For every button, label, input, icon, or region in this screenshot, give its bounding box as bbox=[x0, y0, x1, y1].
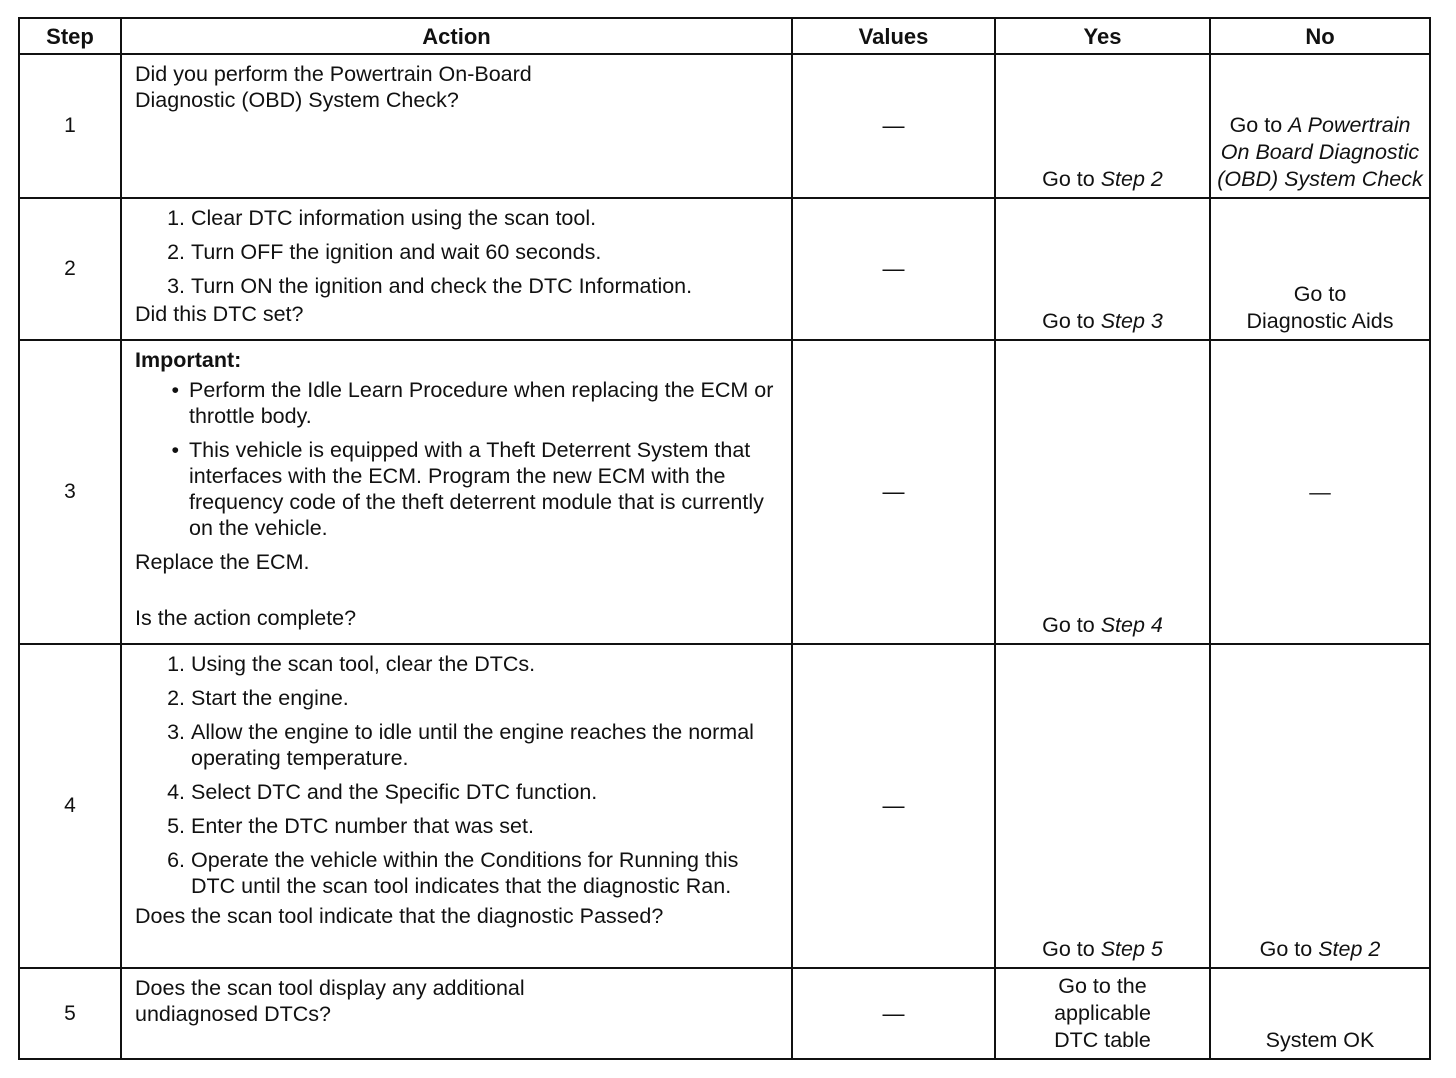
yes-prefix: Go to bbox=[1042, 309, 1101, 333]
no-line-2: Diagnostic Aids bbox=[1246, 309, 1394, 333]
action-question: Did this DTC set? bbox=[135, 302, 304, 326]
header-values: Values bbox=[792, 18, 995, 54]
yes-cell bbox=[995, 54, 1210, 198]
yes-prefix: Go to bbox=[1042, 167, 1101, 191]
no-cell bbox=[1210, 644, 1430, 968]
yes-step-link: Step 4 bbox=[1100, 613, 1163, 637]
step-number: 1 bbox=[19, 54, 121, 198]
action-cell bbox=[121, 54, 792, 198]
yes-text: Go to the applicable DTC table bbox=[1054, 974, 1151, 1052]
yes-cell bbox=[995, 968, 1210, 1059]
list-item: 1. Using the scan tool, clear the DTCs. bbox=[167, 652, 536, 676]
list-item: 3. Turn ON the ignition and check the DTC Information. bbox=[167, 274, 693, 298]
header-action: Action bbox=[121, 18, 792, 54]
value-cell: — bbox=[792, 54, 995, 198]
action-question: Does the scan tool indicate that the diagnostic Passed? bbox=[135, 904, 664, 928]
action-cell bbox=[121, 198, 792, 340]
table-row-step-3 bbox=[19, 340, 1430, 644]
value-cell: — bbox=[792, 340, 995, 644]
no-step-link: A Powertrain On Board Diagnostic (OBD) System Check bbox=[1217, 113, 1423, 191]
action-steps bbox=[135, 205, 781, 299]
header-step: Step bbox=[19, 18, 121, 54]
table-row-step-5 bbox=[19, 968, 1430, 1059]
list-item: • This vehicle is equipped with a Theft Deterrent System that interfaces with the ECM. Program the new ECM with the frequency code of the theft deterrent module that is currently on the vehicle. bbox=[171, 438, 764, 540]
list-item: 3. Allow the engine to idle until the engine reaches the normal operating temperature. bbox=[167, 720, 754, 770]
diagnostic-table bbox=[18, 17, 1431, 1060]
no-prefix: Go to bbox=[1229, 113, 1289, 137]
no-cell: — bbox=[1210, 340, 1430, 644]
value-cell: — bbox=[792, 644, 995, 968]
yes-prefix: Go to bbox=[1042, 937, 1101, 961]
step-number: 4 bbox=[19, 644, 121, 968]
important-label: Important: bbox=[135, 348, 242, 372]
list-item: 4. Select DTC and the Specific DTC function. bbox=[167, 780, 598, 804]
yes-cell bbox=[995, 644, 1210, 968]
yes-cell bbox=[995, 340, 1210, 644]
value-cell: — bbox=[792, 968, 995, 1059]
step-number: 3 bbox=[19, 340, 121, 644]
action-steps bbox=[135, 651, 781, 899]
action-cell bbox=[121, 644, 792, 968]
yes-step-link: Step 3 bbox=[1100, 309, 1163, 333]
no-step-link: Step 2 bbox=[1318, 937, 1381, 961]
list-item: 1. Clear DTC information using the scan tool. bbox=[167, 206, 597, 230]
action-question: Did you perform the Powertrain On-Board Diagnostic (OBD) System Check? bbox=[135, 62, 532, 112]
action-instruction: Replace the ECM. bbox=[135, 550, 310, 574]
no-cell bbox=[1210, 198, 1430, 340]
header-yes: Yes bbox=[995, 18, 1210, 54]
yes-step-link: Step 2 bbox=[1100, 167, 1163, 191]
action-question: Does the scan tool display any additional undiagnosed DTCs? bbox=[135, 976, 525, 1026]
step-number: 5 bbox=[19, 968, 121, 1059]
list-item: • Perform the Idle Learn Procedure when replacing the ECM or throttle body. bbox=[171, 378, 774, 428]
table-row-step-1 bbox=[19, 54, 1430, 198]
no-line-1: Go to bbox=[1293, 282, 1347, 306]
table-row-step-2 bbox=[19, 198, 1430, 340]
action-cell bbox=[121, 340, 792, 644]
yes-step-link: Step 5 bbox=[1100, 937, 1163, 961]
value-cell: — bbox=[792, 198, 995, 340]
action-cell bbox=[121, 968, 792, 1059]
no-cell bbox=[1210, 54, 1430, 198]
list-item: 5. Enter the DTC number that was set. bbox=[167, 814, 534, 838]
header-row bbox=[19, 18, 1430, 54]
list-item: 2. Turn OFF the ignition and wait 60 seconds. bbox=[167, 240, 602, 264]
yes-prefix: Go to bbox=[1042, 613, 1101, 637]
header-no: No bbox=[1210, 18, 1430, 54]
yes-cell bbox=[995, 198, 1210, 340]
important-notes bbox=[135, 377, 781, 541]
list-item: 2. Start the engine. bbox=[167, 686, 349, 710]
no-prefix: Go to bbox=[1259, 937, 1319, 961]
no-cell: System OK bbox=[1210, 968, 1430, 1059]
list-item: 6. Operate the vehicle within the Conditions for Running this DTC until the scan tool indicates that the diagnostic Ran. bbox=[167, 848, 739, 898]
step-number: 2 bbox=[19, 198, 121, 340]
table-row-step-4 bbox=[19, 644, 1430, 968]
action-question: Is the action complete? bbox=[135, 606, 357, 630]
